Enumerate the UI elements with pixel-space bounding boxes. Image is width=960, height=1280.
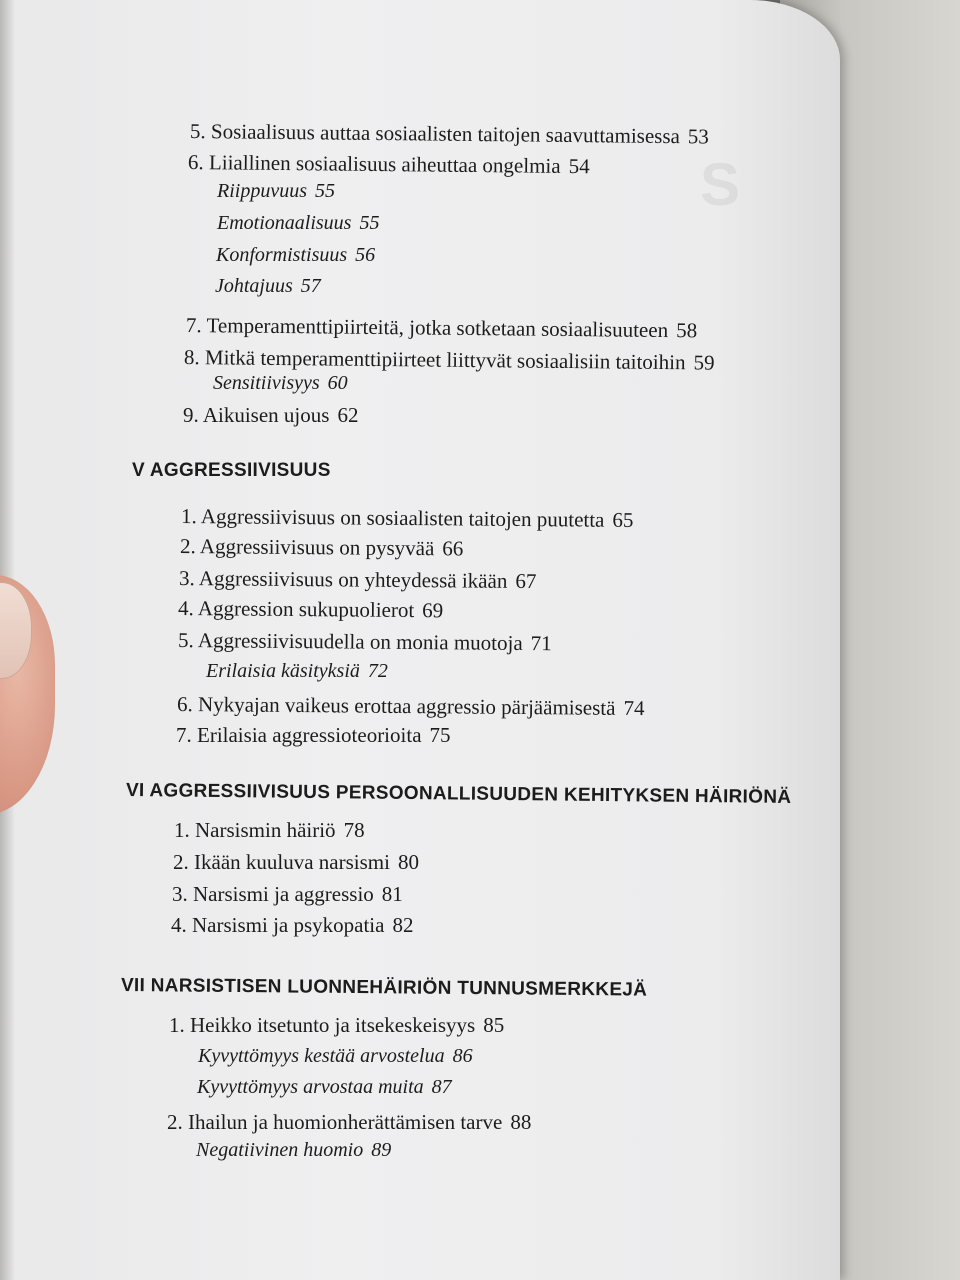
toc-subentry [206, 660, 388, 683]
toc-page-number: 53 [687, 124, 710, 149]
toc-entry-text: 2. Ihailun ja huomionherättämisen tarve [167, 1110, 503, 1134]
toc-entry [177, 692, 645, 721]
toc-entry-text: Negatiivinen huomio [196, 1139, 364, 1161]
toc-page-number: 72 [367, 660, 388, 682]
toc-subentry [213, 372, 348, 395]
toc-page-number: 69 [422, 598, 444, 623]
section-heading-text: VII NARSISTISEN LUONNEHÄIRIÖN TUNNUSMERKKEJÄ [120, 975, 648, 1001]
toc-entry-text: 2. Ikään kuuluva narsismi [173, 850, 390, 874]
toc-page-number: 71 [530, 631, 552, 656]
toc-subentry [198, 1045, 473, 1068]
toc-entry-text: Konformistisuus [216, 244, 348, 266]
toc-page-number: 85 [483, 1013, 505, 1037]
toc-subentry [196, 1139, 391, 1162]
toc-entry [179, 566, 537, 594]
toc-entry-text: 5. Sosiaalisuus auttaa sosiaalisten taitojen saavuttamisessa [189, 119, 681, 149]
toc-page-number: 67 [515, 568, 537, 594]
toc-page-number: 54 [568, 153, 590, 179]
toc-page-number: 78 [343, 818, 365, 842]
toc-entry [186, 313, 697, 343]
toc-entry-text: Riippuvuus [217, 180, 307, 202]
section-heading-text: VI AGGRESSIIVISUUS PERSOONALLISUUDEN KEHITYKSEN HÄIRIÖNÄ [125, 780, 792, 808]
toc-entry-text: 1. Aggressiivisuus on sosiaalisten taitojen puutetta [180, 504, 605, 532]
toc-entry [181, 504, 634, 533]
toc-entry-text: Sensitiivisyys [213, 372, 320, 394]
toc-subentry [197, 1076, 452, 1099]
toc-page-number: 82 [392, 913, 414, 937]
toc-entry-text: Kyvyttömyys arvostaa muita [197, 1076, 424, 1098]
toc-entry-text: 6. Nykyajan vaikeus erottaa aggressio pärjäämisestä [176, 692, 616, 720]
toc-entry-text: 8. Mitkä temperamenttipiirteet liittyvät sosiaalisiin taitoihin [183, 345, 686, 375]
toc-entry [173, 850, 419, 875]
toc-page-number: 55 [315, 180, 335, 202]
toc-subentry [217, 180, 335, 203]
toc-page-number: 81 [381, 882, 403, 906]
toc-page-number: 89 [371, 1139, 392, 1161]
toc-entry [190, 119, 709, 149]
toc-page-number: 62 [337, 403, 359, 427]
toc-entry [172, 882, 403, 907]
toc-page-number: 87 [431, 1076, 452, 1098]
toc-page-number: 60 [327, 372, 348, 394]
toc-entry-text: 6. Liiallinen sosiaalisuus aiheuttaa ongelmia [187, 150, 561, 178]
toc-entry [184, 345, 715, 376]
toc-entry-text: 7. Erilaisia aggressioteorioita [176, 723, 422, 747]
toc-entry [176, 723, 451, 748]
show-through-text: S [700, 151, 741, 218]
toc-page-number: 57 [300, 275, 321, 297]
toc-entry-text: 4. Aggression sukupuolierot [177, 596, 415, 623]
section-heading-text: V AGGRESSIIVISUUS [132, 460, 331, 481]
toc-entry-text: 1. Narsismin häiriö [174, 818, 336, 842]
toc-subentry [215, 275, 321, 298]
toc-entry-text: 5. Aggressiivisuudella on monia muotoja [177, 628, 523, 656]
toc-entry-text: 9. Aikuisen ujous [183, 403, 330, 427]
toc-entry-text: 3. Aggressiivisuus on yhteydessä ikään [178, 566, 508, 593]
toc-subentry [216, 244, 375, 267]
toc-entry-text: 4. Narsismi ja psykopatia [171, 913, 385, 937]
toc-entry-text: Emotionaalisuus [217, 212, 352, 234]
toc-page-number: 58 [676, 318, 698, 343]
toc-entry-text: 3. Narsismi ja aggressio [172, 882, 374, 906]
toc-entry-text: 2. Aggressiivisuus on pysyvää [179, 534, 435, 561]
toc-page-number: 55 [359, 212, 380, 234]
toc-page-number: 56 [355, 244, 376, 266]
toc-page-number: 80 [397, 850, 419, 874]
toc-entry [174, 818, 365, 843]
toc-page-number: 88 [510, 1110, 532, 1134]
toc-entry [169, 1013, 504, 1038]
toc-entry [188, 150, 590, 179]
section-heading [132, 460, 331, 482]
toc-page-number: 75 [429, 723, 451, 747]
toc-entry [171, 913, 413, 938]
toc-page-number: 59 [693, 350, 715, 375]
toc-entry-text: Johtajuus [215, 275, 293, 297]
toc-page-number: 66 [442, 536, 464, 561]
toc-entry-text: 7. Temperamenttipiirteitä, jotka sotketaan sosiaalisuuteen [185, 313, 669, 343]
toc-entry [180, 534, 464, 561]
toc-page-number: 74 [623, 695, 645, 721]
toc-entry-text: 1. Heikko itsetunto ja itsekeskeisyys [169, 1013, 476, 1037]
toc-entry [178, 596, 443, 623]
toc-entry [183, 403, 358, 428]
section-heading [121, 975, 647, 1002]
toc-page-number: 65 [612, 507, 634, 532]
toc-entry-text: Kyvyttömyys kestää arvostelua [198, 1045, 445, 1067]
toc-entry [178, 628, 552, 656]
toc-subentry [217, 212, 379, 235]
toc-entry-text: Erilaisia käsityksiä [206, 660, 360, 682]
toc-entry [167, 1110, 531, 1135]
toc-page-number: 86 [452, 1045, 473, 1067]
section-heading [126, 780, 792, 809]
